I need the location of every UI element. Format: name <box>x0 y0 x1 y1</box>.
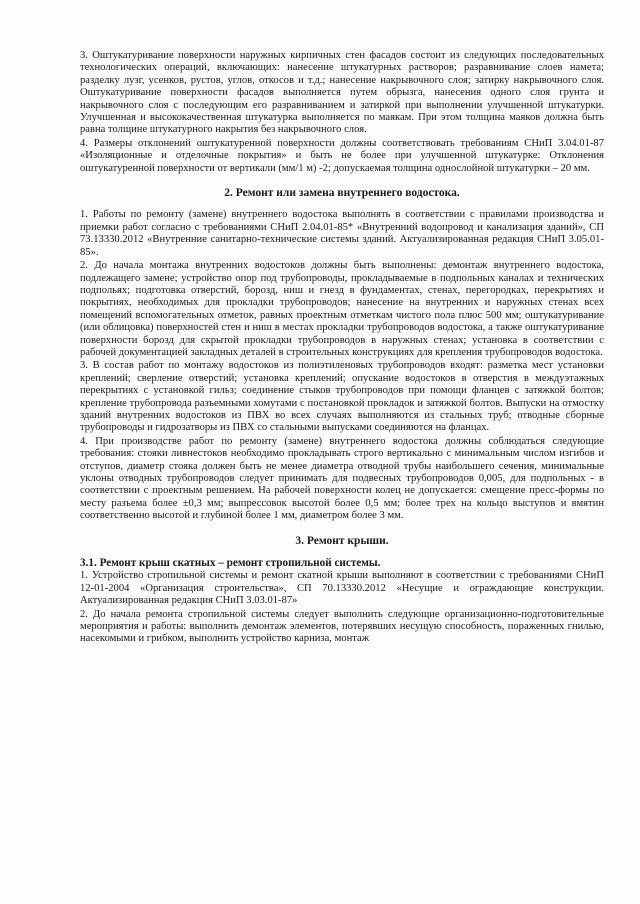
subsection-heading-rafter-system: 3.1. Ремонт крыш скатных – ремонт стропильной системы. <box>80 557 381 570</box>
document-body <box>80 50 604 647</box>
paragraph-drainage-standards: 1. Работы по ремонту (замене) внутреннего водостока выполнять в соответствии с правилами производства и приемки работ согласно с требованиями СНиП 2.04.01-85* «Внутренний водопровод и канализация зданий», СП 73.13330.2012 «Внутренние санитарно-технические системы зданий. Актуализированная редакция СНиП 3.05.01-85». <box>80 209 604 258</box>
paragraph-drainage-requirements: 4. При производстве работ по ремонту (замене) внутреннего водостока должны соблюдаться следующие требования: стояки ливнестоков необходимо прокладывать строго вертикально с минимальным числом изгибов и отступов, диаметр стояка должен быть не менее диаметра отводной трубы наибольшего сечения, минимальные уклоны отводных трубопроводов следует принимать для подвесных трубопроводов 0,005, для подпольных - в соответствии с проектным решением. На рабочей поверхности колец не допускается: смещение пресс-формы по месту разъема более ±0,3 мм; выпрессовок высотой более 0,5 мм; более трех на кольцо выступов и вмятин соответственно высотой и глубиной более 1 мм, диаметром более 3 мм. <box>80 435 604 522</box>
paragraph-drainage-preparation: 2. До начала монтажа внутренних водостоков должны быть выполнены: демонтаж внутреннего водостока, подлежащего замене; устройство опор под трубопроводы, прокладываемые в подпольных каналах и технических подпольях; подготовка отверстий, борозд, ниш и гнезд в фундаментах, стенах, перегородках, перекрытиях и покрытиях, необходимых для прокладки трубопроводов; нанесение на внутренних и наружных стенах всех помещений вспомогательных отметок, равных проектным отметкам чистого пола плюс 500 мм; оштукатуривание (или облицовка) поверхностей стен и ниш в местах прокладки трубопроводов водостока, а также оштукатуривание поверхности борозд для скрытой прокладки трубопроводов в наружных стенах; установка в соответствии с рабочей документацией закладных деталей в строительных конструкциях для крепления трубопроводов водостока. <box>80 260 604 358</box>
section-heading-roof: 3. Ремонт крыши. <box>295 534 389 547</box>
paragraph-drainage-installation: 3. В состав работ по монтажу водостоков из полиэтиленовых трубопроводов входят: разметка мест установки креплений; сверление отверстий; установка креплений; опускание водостоков в отверстия в междуэтажных перекрытиях с установкой гильз; соединение стыков трубопроводов при помощи фланцев с затяжкой болтов; крепление трубопровода разъемными хомутами с постановкой прокладок и затяжкой болтов. Выпуски на отмостку зданий внутренних водостоков из ПВХ во всех случаях выполняются из стальных труб; отводные сборные трубопроводы и гидрозатворы из ПВХ со стальными выпусками соединяются на фланцах. <box>80 360 604 434</box>
paragraph-plastering-tolerances: 4. Размеры отклонений оштукатуренной поверхности должны соответствовать требованиям СНиП 3.04.01-87 «Изоляционные и отделочные покрытия» и быть не более при улучшенной штукатурке: Отклонения оштукатуренной поверхности от вертикали (мм/1 м) -2; допускаемая толщина однослойной штукатурки – 20 мм. <box>80 137 604 174</box>
paragraph-rafter-preparation: 2. До начала ремонта стропильной системы следует выполнить следующие организационно-подготовительные мероприятия и работы: выполнить демонтаж элементов, потерявших несущую способность, пораженных гнилью, насекомыми и грибком, выполнить устройство карниза, монтаж <box>80 608 604 645</box>
paragraph-rafter-standards: 1. Устройство стропильной системы и ремонт скатной крыши выполняют в соответствии с требованиями СНиП 12-01-2004 «Организация строительства», СП 70.13330.2012 «Несущие и ограждающие конструкции. Актуализированная редакция СНиП 3.03.01-87» <box>80 570 604 607</box>
section-heading-drainage: 2. Ремонт или замена внутреннего водостока. <box>224 187 460 200</box>
paragraph-plastering-operations: 3. Оштукатуривание поверхности наружных кирпичных стен фасадов состоит из следующих последовательных технологических операций, включающих: нанесение штукатурных растворов; разравнивание слоев намета; разделку лузг, усенков, рустов, углов, откосов и т.д.; нанесение накрывочного слоя; затирку накрывочного слоя. Оштукатуривание поверхности фасадов выполняется путем обрызга, нанесения одного слоя грунта и накрывочного слоя с последующим его разравниванием и затиркой при выполнении улучшенной штукатурки. Улучшенная и высококачественная штукатурка выполняется по маякам. При этом толщина маяков должна быть равна толщине штукатурного накрытия без накрывочного слоя. <box>80 50 604 136</box>
